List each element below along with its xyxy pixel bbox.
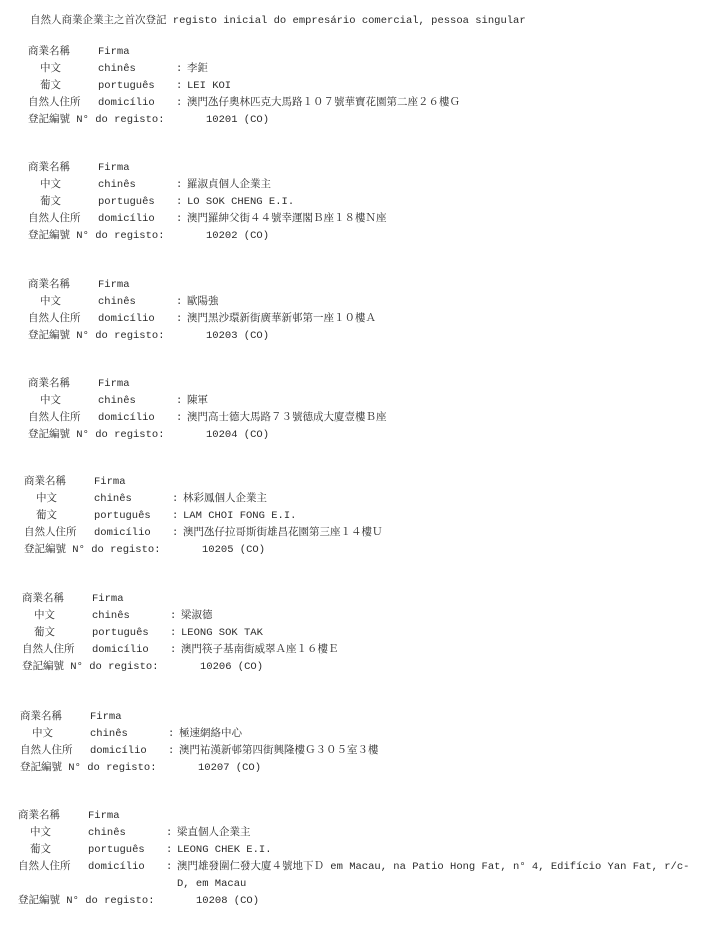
registry-entry — [28, 44, 718, 129]
firma-label-pt: Firma — [98, 46, 130, 58]
registo-row — [22, 659, 712, 676]
portuguese-name-value: LAM CHOI FONG E.I. — [183, 510, 297, 522]
chinese-name-row — [28, 294, 718, 311]
colon: : — [166, 827, 173, 839]
domicile-row — [18, 859, 708, 893]
chinese-name-value: 歐陽強 — [187, 296, 219, 308]
domicile-row — [20, 743, 710, 760]
portuguese-name-row — [28, 78, 718, 95]
domicile-row — [28, 410, 718, 427]
chinese-name-value: 梁直個人企業主 — [177, 827, 251, 839]
chinese-name-value: 林彩鳳個人企業主 — [183, 493, 267, 505]
colon: : — [170, 644, 177, 656]
registo-label: 登記編號 N° do registo: — [22, 661, 159, 673]
registo-number: 10208 (CO) — [196, 895, 260, 907]
colon: : — [176, 179, 183, 191]
firma-row — [28, 44, 718, 61]
colon: : — [176, 196, 183, 208]
chinese-label-pt: chinês — [98, 395, 136, 407]
registo-row — [20, 760, 710, 777]
domicile-value: 澳門高士德大馬路７３號德成大廈壹樓Ｂ座 — [187, 412, 387, 424]
registo-number: 10205 (CO) — [202, 544, 266, 556]
portuguese-name-value: LEI KOI — [187, 80, 232, 92]
chinese-name-row — [22, 608, 712, 625]
colon: : — [176, 63, 183, 75]
portuguese-name-value: LEONG CHEK E.I. — [177, 844, 272, 856]
colon: : — [176, 313, 183, 325]
domicile-value: 澳門雄發圍仁發大廈４號地下Ｄ em Macau, na Patio Hong Fat, n° 4, Edifício Yan Fat, r/c-D, em Macau — [177, 861, 690, 890]
domicile-value: 澳門氹仔拉哥斯街雄昌花園第三座１４樓Ｕ — [183, 527, 383, 539]
firma-label-zh: 商業名稱 — [24, 476, 66, 488]
firma-label-pt: Firma — [90, 711, 122, 723]
portuguese-name-value: LEONG SOK TAK — [181, 627, 263, 639]
chinese-name-row — [28, 393, 718, 410]
colon: : — [172, 510, 179, 522]
firma-label-zh: 商業名稱 — [28, 46, 70, 58]
firma-label-pt: Firma — [94, 476, 126, 488]
domicile-label-zh: 自然人住所 — [22, 644, 75, 656]
firma-row — [28, 160, 718, 177]
firma-label-zh: 商業名稱 — [28, 162, 70, 174]
domicile-label-pt: domicílio — [88, 861, 145, 873]
chinese-label-pt: chinês — [98, 296, 136, 308]
domicile-label-zh: 自然人住所 — [20, 745, 73, 757]
registo-label: 登記編號 N° do registo: — [18, 895, 155, 907]
chinese-name-value: 羅淑貞個人企業主 — [187, 179, 271, 191]
registo-label: 登記編號 N° do registo: — [28, 330, 165, 342]
firma-label-pt: Firma — [98, 279, 130, 291]
chinese-name-row — [24, 491, 714, 508]
firma-label-pt: Firma — [92, 593, 124, 605]
domicile-row — [24, 525, 714, 542]
portuguese-name-row — [28, 194, 718, 211]
firma-row — [20, 709, 710, 726]
firma-label-pt: Firma — [98, 378, 130, 390]
registry-entry — [18, 808, 708, 910]
colon: : — [176, 395, 183, 407]
chinese-label-pt: chinês — [98, 63, 136, 75]
chinese-label-zh: 中文 — [40, 296, 61, 308]
domicile-label-zh: 自然人住所 — [28, 412, 81, 424]
chinese-label-pt: chinês — [90, 728, 128, 740]
chinese-name-row — [28, 61, 718, 78]
colon: : — [176, 213, 183, 225]
registo-number: 10207 (CO) — [198, 762, 262, 774]
registry-entry — [28, 160, 718, 245]
domicile-row — [28, 211, 718, 228]
domicile-label-pt: domicílio — [98, 213, 155, 225]
colon: : — [170, 610, 177, 622]
firma-label-zh: 商業名稱 — [28, 279, 70, 291]
portuguese-label-pt: português — [94, 510, 151, 522]
registo-label: 登記編號 N° do registo: — [20, 762, 157, 774]
registo-row — [28, 427, 718, 444]
firma-label-pt: Firma — [98, 162, 130, 174]
registo-label: 登記編號 N° do registo: — [24, 544, 161, 556]
registo-number: 10202 (CO) — [206, 230, 270, 242]
portuguese-label-zh: 葡文 — [40, 80, 61, 92]
registo-number: 10203 (CO) — [206, 330, 270, 342]
firma-label-zh: 商業名稱 — [20, 711, 62, 723]
portuguese-label-pt: português — [98, 80, 155, 92]
colon: : — [166, 861, 173, 873]
firma-row — [22, 591, 712, 608]
colon: : — [176, 97, 183, 109]
domicile-label-zh: 自然人住所 — [28, 313, 81, 325]
firma-label-zh: 商業名稱 — [18, 810, 60, 822]
firma-row — [28, 376, 718, 393]
domicile-row — [28, 311, 718, 328]
registo-label: 登記編號 N° do registo: — [28, 429, 165, 441]
chinese-label-zh: 中文 — [30, 827, 51, 839]
domicile-label-pt: domicílio — [90, 745, 147, 757]
firma-row — [18, 808, 708, 825]
domicile-label-zh: 自然人住所 — [28, 97, 81, 109]
chinese-label-zh: 中文 — [34, 610, 55, 622]
registo-number: 10201 (CO) — [206, 114, 270, 126]
portuguese-label-zh: 葡文 — [36, 510, 57, 522]
portuguese-label-pt: português — [92, 627, 149, 639]
portuguese-label-zh: 葡文 — [40, 196, 61, 208]
chinese-name-value: 陳軍 — [187, 395, 208, 407]
portuguese-label-zh: 葡文 — [34, 627, 55, 639]
colon: : — [172, 493, 179, 505]
domicile-label-zh: 自然人住所 — [28, 213, 81, 225]
portuguese-label-pt: português — [88, 844, 145, 856]
colon: : — [176, 80, 183, 92]
firma-label-zh: 商業名稱 — [22, 593, 64, 605]
colon: : — [168, 745, 175, 757]
registo-row — [28, 112, 718, 129]
chinese-label-zh: 中文 — [40, 395, 61, 407]
registry-entry — [28, 376, 718, 444]
domicile-value: 澳門氹仔奧林匹克大馬路１０７號華寶花園第二座２６樓Ｇ — [187, 97, 460, 109]
registry-entry — [28, 277, 718, 345]
registo-row — [18, 893, 708, 910]
portuguese-name-row — [24, 508, 714, 525]
domicile-label-zh: 自然人住所 — [18, 861, 71, 873]
firma-label-pt: Firma — [88, 810, 120, 822]
colon: : — [176, 412, 183, 424]
domicile-value: 澳門祐漢新邨第四街興隆樓Ｇ３０５室３樓 — [179, 745, 379, 757]
domicile-label-pt: domicílio — [98, 97, 155, 109]
domicile-value: 澳門黑沙環新街廣華新邨第一座１０樓Ａ — [187, 313, 376, 325]
chinese-name-row — [18, 825, 708, 842]
portuguese-label-pt: português — [98, 196, 155, 208]
colon: : — [176, 296, 183, 308]
domicile-row — [22, 642, 712, 659]
firma-label-zh: 商業名稱 — [28, 378, 70, 390]
domicile-value: 澳門筷子基南街威翠Ａ座１６樓Ｅ — [181, 644, 339, 656]
chinese-label-pt: chinês — [92, 610, 130, 622]
domicile-value: 澳門羅紳父街４４號幸運閣Ｂ座１８樓Ｎ座 — [187, 213, 387, 225]
chinese-name-value: 梁淑德 — [181, 610, 213, 622]
chinese-label-pt: chinês — [94, 493, 132, 505]
registry-entry — [22, 591, 712, 676]
domicile-label-pt: domicílio — [92, 644, 149, 656]
registry-entry — [24, 474, 714, 559]
colon: : — [168, 728, 175, 740]
chinese-label-zh: 中文 — [36, 493, 57, 505]
portuguese-name-value: LO SOK CHENG E.I. — [187, 196, 295, 208]
firma-row — [28, 277, 718, 294]
chinese-name-value: 李鉅 — [187, 63, 208, 75]
portuguese-label-zh: 葡文 — [30, 844, 51, 856]
registo-row — [24, 542, 714, 559]
portuguese-name-row — [18, 842, 708, 859]
chinese-label-zh: 中文 — [40, 179, 61, 191]
colon: : — [170, 627, 177, 639]
portuguese-name-row — [22, 625, 712, 642]
registo-row — [28, 228, 718, 245]
domicile-label-pt: domicílio — [94, 527, 151, 539]
document-title: 自然人商業企業主之首次登記 registo inicial do empresário comercial, pessoa singular — [30, 15, 526, 27]
chinese-label-pt: chinês — [88, 827, 126, 839]
registry-entry — [20, 709, 710, 777]
firma-row — [24, 474, 714, 491]
colon: : — [172, 527, 179, 539]
registo-number: 10204 (CO) — [206, 429, 270, 441]
registo-number: 10206 (CO) — [200, 661, 264, 673]
domicile-label-pt: domicílio — [98, 412, 155, 424]
chinese-name-value: 極速網絡中心 — [179, 728, 242, 740]
domicile-row — [28, 95, 718, 112]
chinese-name-row — [20, 726, 710, 743]
chinese-label-pt: chinês — [98, 179, 136, 191]
registo-row — [28, 328, 718, 345]
chinese-name-row — [28, 177, 718, 194]
registo-label: 登記編號 N° do registo: — [28, 230, 165, 242]
chinese-label-zh: 中文 — [40, 63, 61, 75]
domicile-label-pt: domicílio — [98, 313, 155, 325]
domicile-label-zh: 自然人住所 — [24, 527, 77, 539]
chinese-label-zh: 中文 — [32, 728, 53, 740]
registo-label: 登記編號 N° do registo: — [28, 114, 165, 126]
colon: : — [166, 844, 173, 856]
